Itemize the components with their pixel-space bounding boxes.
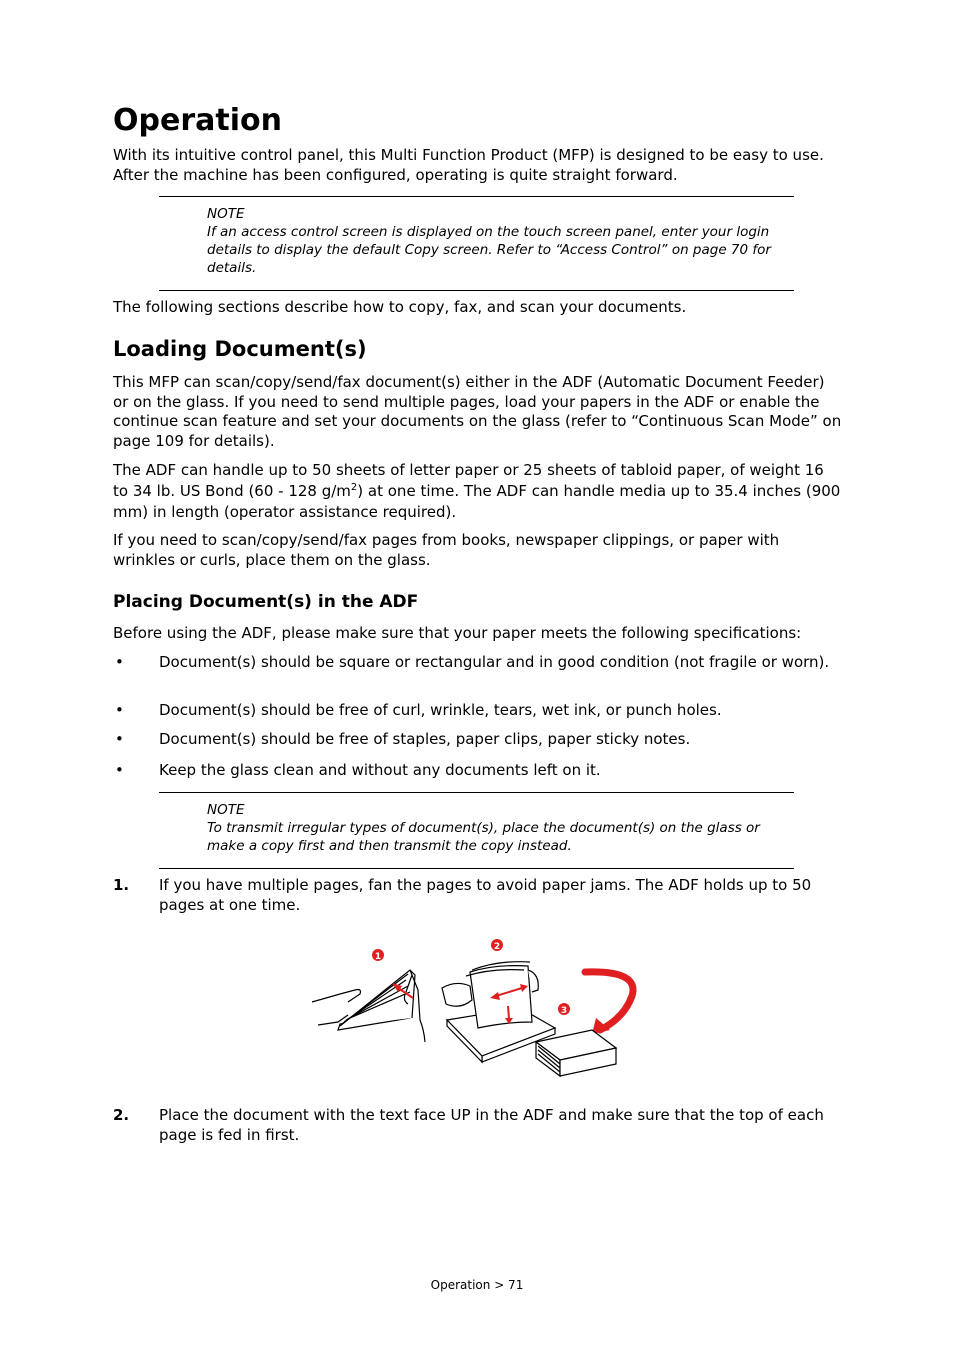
step-number: 1. (113, 876, 130, 894)
note-label: NOTE (207, 206, 245, 222)
subsection-heading-adf: Placing Document(s) in the ADF (113, 592, 419, 612)
note-rule-bottom (159, 290, 794, 291)
list-item: Document(s) should be free of staples, paper clips, paper sticky notes. (159, 730, 691, 748)
callout-3-label: 3 (560, 1006, 568, 1016)
loading-paragraph-3: If you need to scan/copy/send/fax pages from books, newspaper clippings, or paper with wrinkles or curls, place them on the glass. (113, 531, 780, 569)
paper-fanning-illustration (300, 930, 650, 1090)
loading-paragraph-1: This MFP can scan/copy/send/fax document(s) either in the ADF (Automatic Document Feeder) or on the glass. If you need to send multiple pages, load your papers in the ADF or enable the continue scan feature and set your documents on the glass (refer to “Continuous Scan Mode” on page 109 for details). (113, 373, 842, 450)
step-text: Place the document with the text face UP in the ADF and make sure that the top of each page is fed in first. (159, 1106, 824, 1144)
note-rule-top (159, 196, 794, 197)
bullet-mark: • (115, 653, 124, 671)
note-rule-top (159, 792, 794, 793)
page-footer: Operation > 71 (430, 1278, 524, 1292)
hand-fanning-figure (312, 970, 425, 1042)
note-label: NOTE (207, 802, 245, 818)
section-heading-loading: Loading Document(s) (113, 337, 367, 361)
bullet-mark: • (115, 761, 124, 779)
curved-arrow-icon (585, 972, 633, 1030)
list-item: Document(s) should be square or rectangular and in good condition (not fragile or worn). (159, 653, 830, 671)
adf-intro: Before using the ADF, please make sure that your paper meets the following specifications: (113, 624, 802, 642)
step-number: 2. (113, 1106, 130, 1124)
page-title: Operation (113, 103, 282, 138)
callout-2-label: 2 (493, 942, 501, 952)
list-item: Keep the glass clean and without any documents left on it. (159, 761, 601, 779)
step-text: If you have multiple pages, fan the pages to avoid paper jams. The ADF holds up to 50 pages at one time. (159, 876, 812, 914)
note-text: If an access control screen is displayed on the touch screen panel, enter your login details to display the default Copy screen. Refer to “Access Control” on page 70 for details. (207, 224, 771, 276)
note-rule-bottom (159, 868, 794, 869)
loading-paragraph-2: The ADF can handle up to 50 sheets of letter paper or 25 sheets of tabloid paper, of weight 16 to 34 lb. US Bond (60 - 128 $g/m^2$) at one time. The ADF can handle media up to 35.4 inches (900 mm) in length (operator assistance required). (113, 461, 841, 521)
sections-intro: The following sections describe how to copy, fax, and scan your documents. (113, 298, 687, 316)
callout-1-label: 1 (374, 952, 382, 962)
list-item: Document(s) should be free of curl, wrinkle, tears, wet ink, or punch holes. (159, 701, 722, 719)
bullet-mark: • (115, 701, 124, 719)
bullet-mark: • (115, 730, 124, 748)
superscript: 2 (350, 482, 358, 493)
note-text: To transmit irregular types of document(s), place the document(s) on the glass or make a copy first and then transmit the copy instead. (207, 820, 760, 854)
intro-paragraph: With its intuitive control panel, this Multi Function Product (MFP) is designed to be easy to use. After the machine has been configured, operating is quite straight forward. (113, 146, 824, 184)
